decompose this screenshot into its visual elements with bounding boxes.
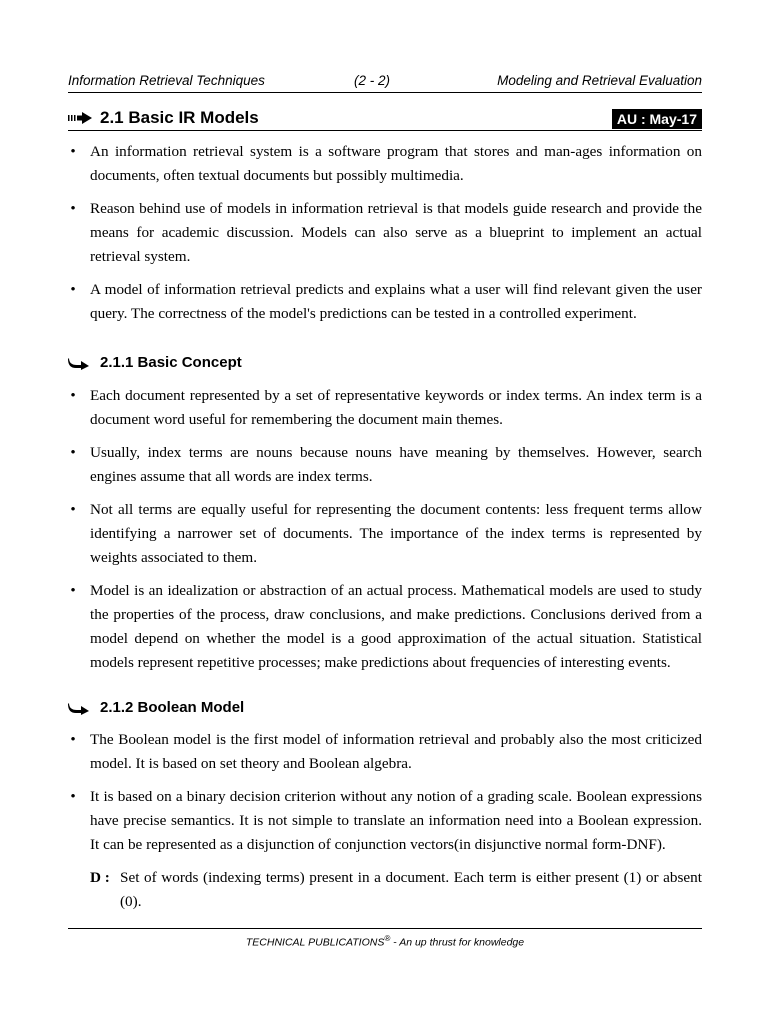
footer-tagline: - An up thrust for knowledge: [390, 936, 525, 949]
list-item-text: Model is an idealization or abstraction of an actual process. Mathematical models are used to study the properties of the process, draw conclusions, and make predictions. Conclusions derived from a model depend on whether the model is a good approximation of the actual situation. Statistical models represent repetitive processes; make predictions about frequencies of interesting events.: [90, 582, 702, 671]
definition-text: Set of words (indexing terms) present in a document. Each term is either present (1) or absent (0).: [120, 869, 702, 910]
footer-publisher: TECHNICAL PUBLICATIONS: [245, 936, 385, 949]
header-rule: [68, 92, 702, 93]
list-item-text: It is based on a binary decision criterion without any notion of a grading scale. Boolean expressions have precise semantics. It is not simple to translate an information need into a Boolean expression. It can be represented as a disjunction of conjunction vectors(in disjunctive normal form-DNF).: [90, 788, 702, 853]
header-chapter-title: Modeling and Retrieval Evaluation: [497, 73, 702, 88]
exam-badge: AU : May-17: [612, 109, 702, 129]
bullet-dot: •: [70, 143, 76, 160]
bullet-dot: •: [70, 281, 76, 298]
subsection-title: 2.1.2 Boolean Model: [100, 699, 245, 716]
subsection-arrow-icon: [68, 701, 90, 715]
section-rule: [68, 130, 702, 131]
bullet-dot: •: [70, 444, 76, 461]
bullet-dot: •: [70, 387, 76, 404]
list-item: [68, 498, 702, 570]
list-item: [68, 579, 702, 675]
bullet-dot: •: [70, 582, 76, 599]
subsection-title: 2.1.1 Basic Concept: [100, 354, 242, 371]
list-item: [68, 728, 702, 776]
subsection-bullet-list: [68, 384, 702, 684]
definition-term: D :: [90, 869, 110, 886]
document-page: [68, 0, 702, 1024]
footer-rule: [68, 928, 702, 929]
list-item: [68, 441, 702, 489]
bullet-dot: •: [70, 731, 76, 748]
bullet-dot: •: [70, 200, 76, 217]
header-page-number: (2 - 2): [354, 73, 391, 88]
bullet-dot: •: [70, 788, 76, 805]
list-item-text: A model of information retrieval predicts and explains what a user will find relevant given the user query. The correctness of the model's predictions can be tested in a controlled experiment.: [90, 281, 702, 322]
section-heading: [68, 108, 702, 130]
list-item: [68, 278, 702, 326]
list-item-text: Usually, index terms are nouns because nouns have meaning by themselves. However, search engines assume that all words are index terms.: [90, 444, 702, 485]
list-item-text: The Boolean model is the first model of information retrieval and probably also the most criticized model. It is based on set theory and Boolean algebra.: [90, 731, 702, 772]
list-item-text: Not all terms are equally useful for representing the document contents: less frequent terms allow identifying a narrower set of documents. The importance of the index terms is represented by weights associated to them.: [90, 501, 702, 566]
list-item: [68, 197, 702, 269]
section-title: 2.1 Basic IR Models: [100, 108, 259, 127]
list-item: [68, 384, 702, 432]
page-footer: [68, 934, 702, 949]
section-bullet-list: [68, 140, 702, 335]
subsection-bullet-list: [68, 728, 702, 914]
subsection-arrow-icon: [68, 356, 90, 370]
list-item: [68, 140, 702, 188]
registered-mark: ®: [384, 934, 391, 943]
running-header: [68, 71, 702, 91]
bullet-dot: •: [70, 501, 76, 518]
list-item-text: Reason behind use of models in information retrieval is that models guide research and provide the means for academic discussion. Models can also serve as a blueprint to implement an actual retrieval system.: [90, 200, 702, 265]
header-book-title: Information Retrieval Techniques: [68, 73, 265, 88]
list-item-text: An information retrieval system is a software program that stores and man-ages information on documents, often textual documents but possibly multimedia.: [90, 143, 702, 184]
list-item: [68, 785, 702, 857]
list-item-text: Each document represented by a set of representative keywords or index terms. An index term is a document word useful for remembering the document main themes.: [90, 387, 702, 428]
definition-item: [68, 866, 702, 914]
section-arrow-icon: [68, 112, 92, 124]
